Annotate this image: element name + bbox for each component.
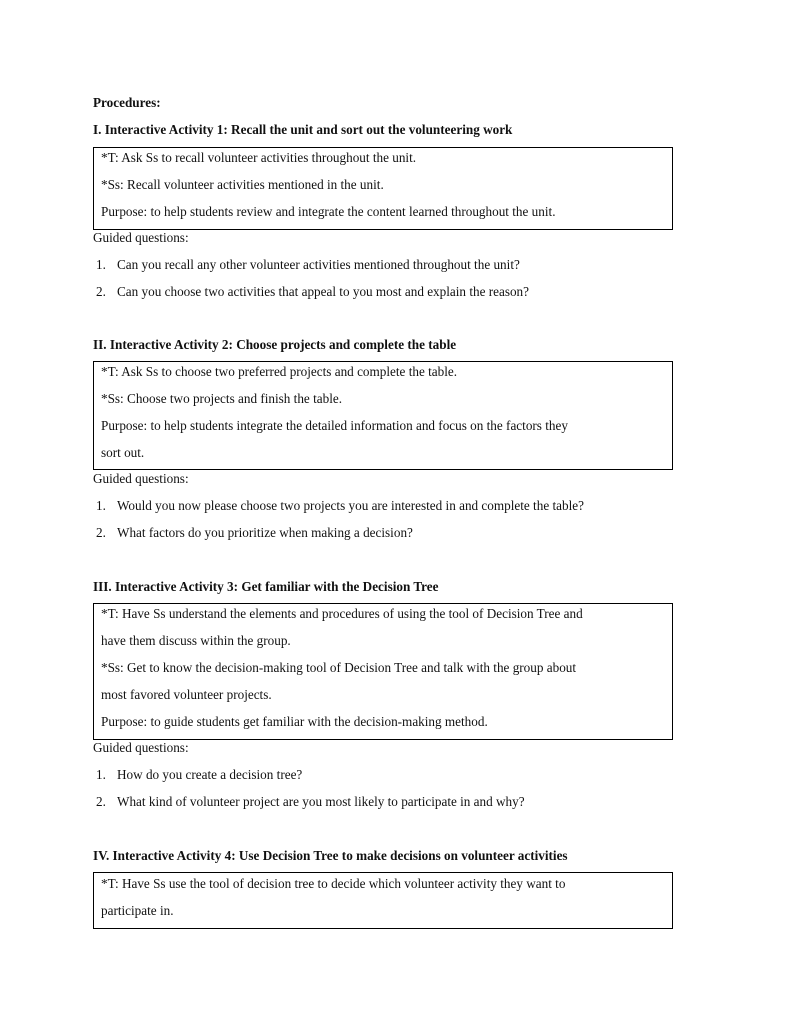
- section-4-teacher-line-2: participate in.: [101, 903, 174, 918]
- section-3-students-line: *Ss: Get to know the decision-making tool of Decision Tree and talk with the group about: [101, 660, 577, 675]
- section-1-title: I. Interactive Activity 1: Recall the unit and sort out the volunteering work: [93, 122, 513, 137]
- section-2-guided-label: Guided questions:: [93, 471, 189, 486]
- section-1-guided-label: Guided questions:: [93, 230, 189, 245]
- section-3-box: [93, 603, 673, 740]
- section-1-teacher-line: *T: Ask Ss to recall volunteer activities throughout the unit.: [101, 150, 417, 165]
- section-4-box: [93, 872, 673, 929]
- section-2-purpose-line: Purpose: to help students integrate the detailed information and focus on the factors they: [101, 418, 568, 433]
- section-3-teacher-line-2: have them discuss within the group.: [101, 633, 291, 648]
- section-3-purpose-line: Purpose: to guide students get familiar with the decision-making method.: [101, 714, 488, 729]
- section-3-question-2-number: 2.: [96, 794, 106, 809]
- section-3-students-line-2: most favored volunteer projects.: [101, 687, 272, 702]
- section-1-question-2-number: 2.: [96, 284, 106, 299]
- section-3-guided-label: Guided questions:: [93, 740, 189, 755]
- section-1-question-1: Can you recall any other volunteer activities mentioned throughout the unit?: [117, 257, 520, 272]
- section-3-teacher-line: *T: Have Ss understand the elements and procedures of using the tool of Decision Tree and: [101, 606, 583, 621]
- section-2-question-2: What factors do you prioritize when making a decision?: [117, 525, 413, 540]
- procedures-heading: Procedures:: [93, 95, 161, 110]
- section-4-title: IV. Interactive Activity 4: Use Decision Tree to make decisions on volunteer activities: [93, 848, 568, 863]
- section-4-teacher-line: *T: Have Ss use the tool of decision tree to decide which volunteer activity they want to: [101, 876, 566, 891]
- section-3-question-1: How do you create a decision tree?: [117, 767, 303, 782]
- section-2-title: II. Interactive Activity 2: Choose projects and complete the table: [93, 337, 457, 352]
- section-2-box: [93, 361, 673, 470]
- section-1-question-1-number: 1.: [96, 257, 106, 272]
- section-2-question-2-number: 2.: [96, 525, 106, 540]
- section-1-students-line: *Ss: Recall volunteer activities mentioned in the unit.: [101, 177, 384, 192]
- section-2-question-1-number: 1.: [96, 498, 106, 513]
- section-1-box: [93, 147, 673, 230]
- section-2-teacher-line: *T: Ask Ss to choose two preferred projects and complete the table.: [101, 364, 458, 379]
- section-3-question-1-number: 1.: [96, 767, 106, 782]
- section-2-question-1: Would you now please choose two projects you are interested in and complete the table?: [117, 498, 584, 513]
- section-3-question-2: What kind of volunteer project are you most likely to participate in and why?: [117, 794, 525, 809]
- section-1-purpose-line: Purpose: to help students review and integrate the content learned throughout the unit.: [101, 204, 556, 219]
- section-1-question-2: Can you choose two activities that appeal to you most and explain the reason?: [117, 284, 529, 299]
- section-2-purpose-line-2: sort out.: [101, 445, 145, 460]
- section-2-students-line: *Ss: Choose two projects and finish the table.: [101, 391, 343, 406]
- section-3-title: III. Interactive Activity 3: Get familiar with the Decision Tree: [93, 579, 439, 594]
